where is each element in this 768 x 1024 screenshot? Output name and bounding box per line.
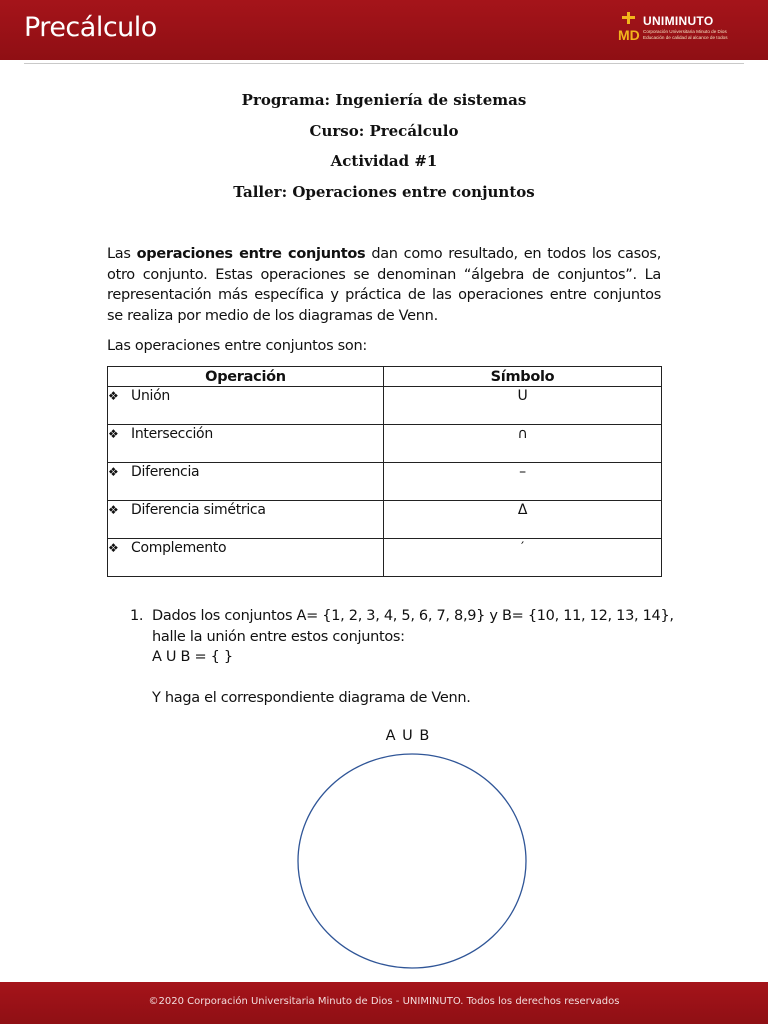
symbol-column-header: Símbolo [384, 367, 662, 387]
symbol-cell: ∩ [384, 425, 662, 463]
logo-tagline-1: Corporación Universitaria Minuto de Dios [643, 29, 727, 34]
operation-cell [108, 539, 384, 577]
intro-lead: Las [107, 246, 137, 262]
table-row [108, 539, 662, 577]
course-title: Precálculo [24, 12, 157, 43]
page-footer [0, 982, 768, 1024]
diamond-bullet-icon: ❖ [108, 465, 119, 479]
operation-cell [108, 463, 384, 501]
question-body [152, 606, 674, 709]
question-text-line2: halle la unión entre estos conjuntos: [152, 628, 405, 645]
union-formula: A U B = { } [152, 649, 233, 665]
logo-name: UNIMINUTO [643, 14, 714, 28]
operation-cell [108, 425, 384, 463]
operation-cell [108, 501, 384, 539]
symbol-cell: ′ [384, 539, 662, 577]
symbol-cell: Δ [384, 501, 662, 539]
uniminuto-logo [617, 12, 743, 46]
table-row [108, 387, 662, 425]
venn-label: A U B [385, 728, 431, 744]
diamond-bullet-icon: ❖ [108, 503, 119, 517]
venn-circle [298, 754, 526, 968]
logo-cross-horizontal [622, 16, 635, 19]
operation-cell [108, 387, 384, 425]
document-headings [0, 90, 768, 212]
operations-intro: Las operaciones entre conjuntos son: [107, 338, 367, 354]
question-number: 1. [130, 608, 144, 624]
page-header [0, 0, 768, 60]
table-row [108, 463, 662, 501]
program-heading: Programa: Ingeniería de sistemas [241, 91, 527, 109]
activity-heading: Actividad #1 [330, 152, 438, 170]
operation-name: Complemento [131, 540, 227, 556]
venn-diagram [296, 752, 528, 972]
table-row [108, 501, 662, 539]
header-divider [24, 63, 744, 64]
logo-mark-text: MD [618, 27, 640, 43]
question-text-line1: Dados los conjuntos A= {1, 2, 3, 4, 5, 6, 7, 8,9} y B= {10, 11, 12, 13, 14}, [152, 608, 674, 624]
uniminuto-logo-icon [617, 12, 641, 46]
copyright-text: ©2020 Corporación Universitaria Minuto de Dios - UNIMINUTO. Todos los derechos reservados [148, 996, 620, 1007]
intro-rest: dan como resultado, en todos los casos, otro conjunto. Estas operaciones se denominan “álgebra de conjuntos”. La representación más específica y práctica de las operaciones entre conjuntos se realiza por medio de los diagramas de Venn. [107, 246, 662, 324]
venn-instruction: Y haga el correspondiente diagrama de Venn. [152, 690, 471, 706]
table-header-row [108, 367, 662, 387]
operation-name: Diferencia simétrica [131, 502, 266, 518]
table-row [108, 425, 662, 463]
symbol-cell: – [384, 463, 662, 501]
diamond-bullet-icon: ❖ [108, 541, 119, 555]
operations-table [107, 366, 662, 577]
logo-tagline-2: Educación de calidad al alcance de todos [643, 35, 728, 40]
diamond-bullet-icon: ❖ [108, 427, 119, 441]
operation-name: Unión [131, 388, 170, 404]
intro-bold-term: operaciones entre conjuntos [136, 246, 366, 262]
workshop-heading: Taller: Operaciones entre conjuntos [233, 182, 535, 201]
operation-name: Intersección [131, 426, 213, 442]
diamond-bullet-icon: ❖ [108, 389, 119, 403]
operation-column-header: Operación [108, 367, 384, 387]
operation-name: Diferencia [131, 464, 200, 480]
symbol-cell: U [384, 387, 662, 425]
intro-paragraph [107, 244, 661, 326]
course-heading: Curso: Precálculo [309, 121, 459, 140]
